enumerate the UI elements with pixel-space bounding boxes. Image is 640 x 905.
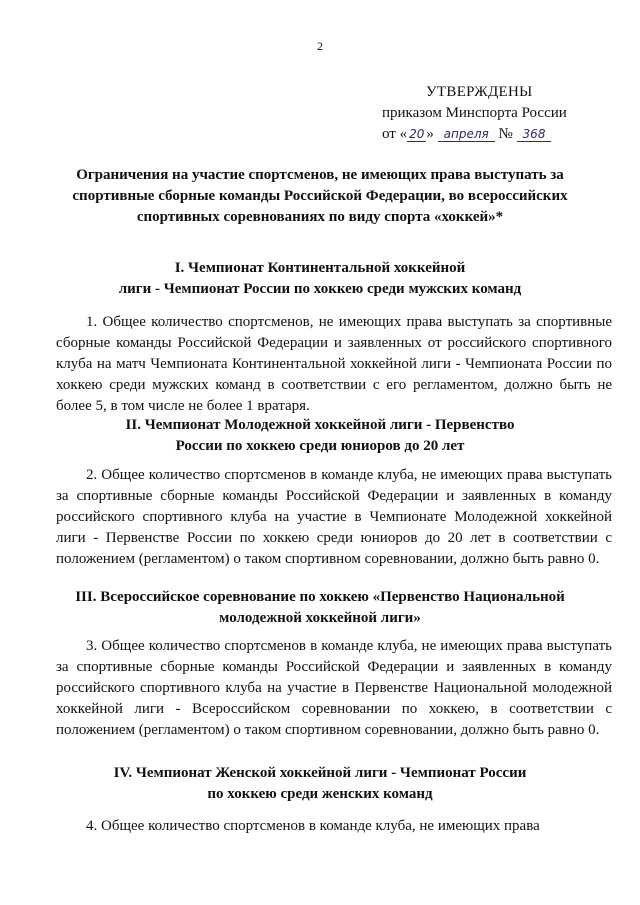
handwritten-day: 20 — [409, 127, 425, 141]
section-4-heading — [70, 763, 570, 805]
section-1-heading-line1: I. Чемпионат Континентальной хоккейной — [174, 260, 466, 276]
approval-date-line — [382, 124, 612, 145]
section-1-heading-line2: лиги - Чемпионат России по хоккею среди мужских команд — [118, 281, 522, 297]
section-3-heading — [70, 587, 570, 629]
approval-order-line: приказом Минспорта России — [382, 105, 567, 121]
date-mid: » — [426, 126, 434, 142]
page-number: 2 — [317, 39, 323, 53]
section-2-paragraph: 2. Общее количество спортсменов в команде клуба, не имеющих права выступать за спортивные сборные команды Российской Федерации и заявленных в команду российского спортивного клуба на участие в Чемпионате Молодежной хоккейной лиги - Первенстве России по хоккею среди юниоров до 20 лет в соответствии с положением (регламентом) о таком спортивном соревновании, должно быть равно 0. — [56, 467, 612, 567]
section-2-heading-line2: России по хоккею среди юниоров до 20 лет — [175, 438, 465, 454]
section-2-heading-line1: II. Чемпионат Молодежной хоккейной лиги - Первенство — [125, 417, 515, 433]
approval-heading: УТВЕРЖДЕНЫ — [426, 84, 533, 100]
section-3-heading-line2: молодежной хоккейной лиги» — [219, 610, 421, 626]
section-4-heading-line2: по хоккею среди женских команд — [207, 786, 433, 802]
section-1-heading — [70, 258, 570, 300]
document-title: Ограничения на участие спортсменов, не имеющих права выступать за спортивные сборные команды Российской Федерации, во всероссийских спортивных соревнованиях по виду спорта «хоккей»* — [72, 167, 568, 225]
number-sign: № — [498, 126, 513, 142]
handwritten-month: апреля — [438, 127, 495, 142]
date-prefix: от « — [382, 126, 408, 142]
section-3-heading-line1: III. Всероссийское соревнование по хоккею «Первенство Национальной — [75, 589, 565, 605]
section-4-heading-line1: IV. Чемпионат Женской хоккейной лиги - Чемпионат России — [113, 765, 527, 781]
handwritten-number: 368 — [517, 127, 552, 142]
approval-block — [382, 82, 612, 145]
section-3-paragraph: 3. Общее количество спортсменов в команде клуба, не имеющих права выступать за спортивные сборные команды Российской Федерации и заявленных в команду российского спортивного клуба на участие в Первенстве Национальной молодежной хоккейной лиги - Всероссийском соревновании по хоккею, в соответствии с положением (регламентом) о таком спортивном соревновании, должно быть равно 0. — [56, 638, 612, 738]
section-4-paragraph: 4. Общее количество спортсменов в команде клуба, не имеющих права — [86, 818, 540, 834]
section-2-heading — [70, 415, 570, 457]
section-1-paragraph: 1. Общее количество спортсменов, не имеющих права выступать за спортивные сборные команды Российской Федерации и заявленных от российского спортивного клуба на матч Чемпионата Континентальной хоккейной лиги - Чемпионата России по хоккею среди мужских команд в соответствии с его регламентом, должно быть не более 5, в том числе не более 1 вратаря. — [56, 314, 612, 414]
